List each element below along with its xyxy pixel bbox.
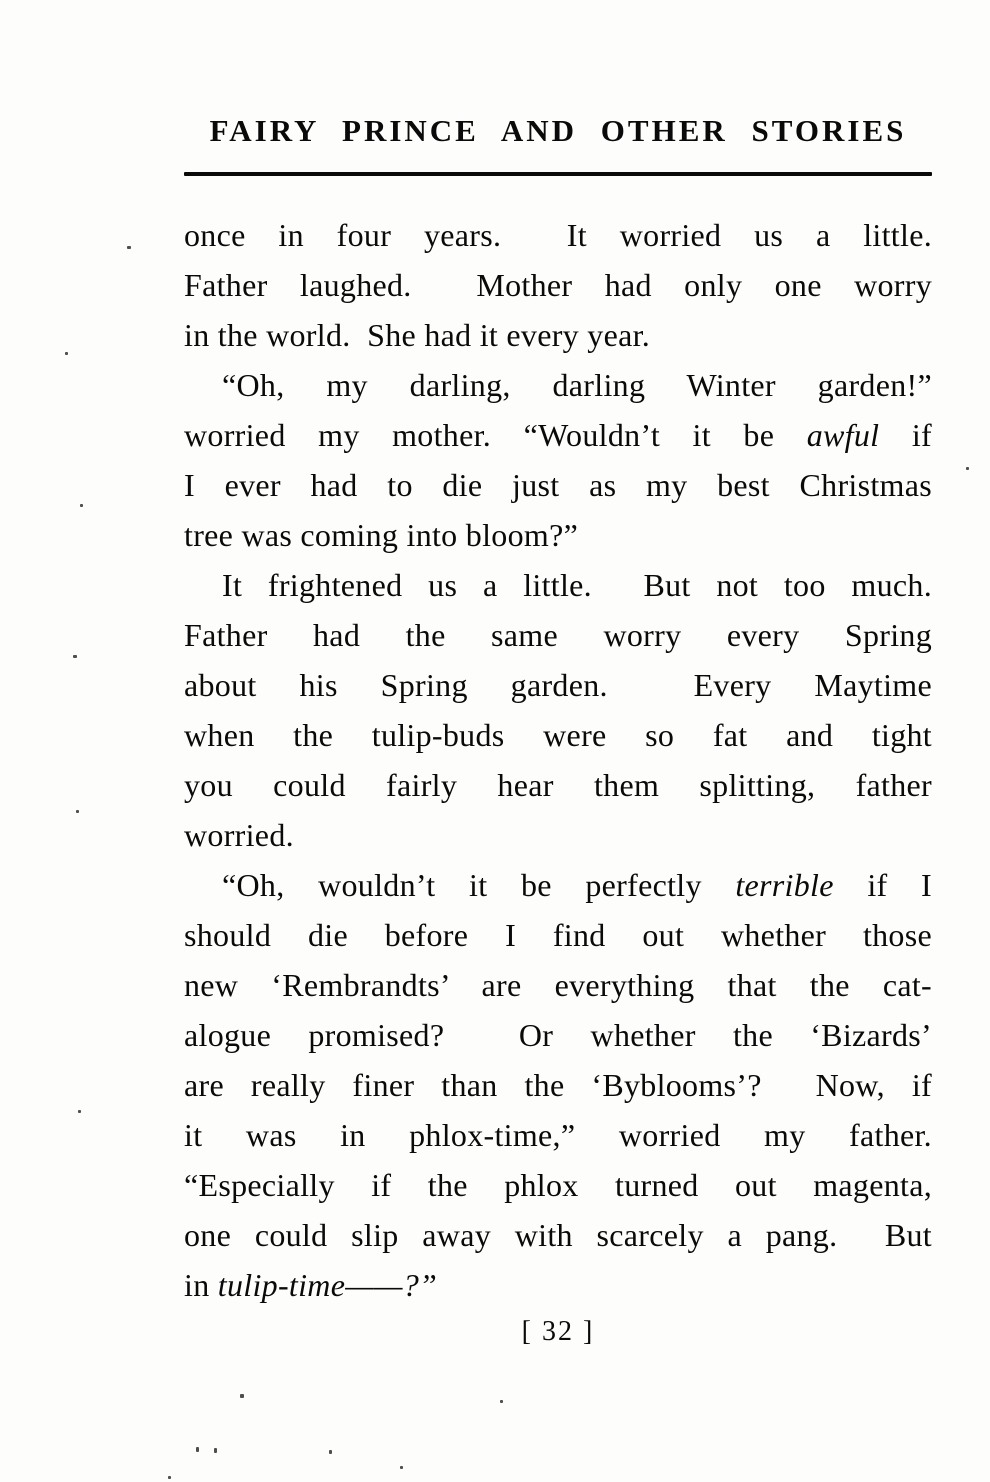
scan-speck [168, 1476, 171, 1479]
text-line [184, 960, 932, 1010]
text-segment: one could slip away with scarcely a pang. But [184, 1217, 932, 1253]
running-header: FAIRY PRINCE AND OTHER STORIES [209, 113, 907, 148]
text-segment: alogue promised? Or whether the ‘Bizards’ [184, 1017, 932, 1053]
text-line [184, 1110, 932, 1160]
text-segment: if I [833, 867, 932, 903]
scan-speck [400, 1466, 403, 1469]
text-segment: are really finer than the ‘Byblooms’? Now, if [184, 1067, 932, 1103]
text-line [184, 810, 932, 860]
text-segment: if [879, 417, 932, 453]
text-line [184, 360, 932, 410]
text-line [184, 710, 932, 760]
text-segment: tree was coming into bloom?” [184, 517, 579, 553]
header-rule [184, 172, 932, 176]
scan-speck [78, 1110, 81, 1113]
text-block [184, 114, 932, 1348]
text-segment: in [184, 1267, 218, 1303]
page-number: [ 32 ] [521, 1316, 595, 1347]
body-text [184, 210, 932, 1310]
text-segment: in the world. She had it every year. [184, 317, 651, 353]
text-segment: about his Spring garden. Every Maytime [184, 667, 932, 703]
text-segment: “Oh, my darling, darling Winter garden!” [222, 367, 932, 403]
text-line [184, 1010, 932, 1060]
text-segment: It frightened us a little. But not too much. [222, 567, 932, 603]
text-line [184, 1260, 932, 1310]
text-segment: worried. [184, 817, 294, 853]
text-segment: Father had the same worry every Spring [184, 617, 932, 653]
text-segment: “Oh, wouldn’t it be perfectly [222, 867, 736, 903]
text-segment: Father laughed. Mother had only one worry [184, 267, 932, 303]
text-segment: worried my mother. “Wouldn’t it be [184, 417, 807, 453]
text-line [184, 910, 932, 960]
scan-speck [73, 655, 77, 658]
italic-text: terrible [735, 867, 834, 903]
text-line [184, 1210, 932, 1260]
text-segment: new ‘Rembrandts’ are everything that the cat- [184, 967, 932, 1003]
scan-speck [214, 1448, 217, 1453]
text-segment: should die before I find out whether those [184, 917, 932, 953]
scan-speck [76, 810, 79, 813]
scan-speck [966, 467, 969, 470]
italic-text: tulip-time——?” [217, 1267, 438, 1303]
text-segment: once in four years. It worried us a little. [184, 217, 932, 253]
italic-text: awful [806, 417, 880, 453]
scan-speck [65, 352, 68, 355]
text-line [184, 310, 932, 360]
text-segment: I ever had to die just as my best Christmas [184, 467, 932, 503]
text-line [184, 660, 932, 710]
text-line [184, 1160, 932, 1210]
text-line [184, 260, 932, 310]
scan-speck [240, 1394, 244, 1398]
text-line [184, 410, 932, 460]
scan-speck [80, 504, 83, 507]
text-line [184, 860, 932, 910]
text-line [184, 510, 932, 560]
text-segment: “Especially if the phlox turned out magenta, [184, 1167, 932, 1203]
text-line [184, 210, 932, 260]
scan-speck [127, 246, 131, 249]
text-line [184, 760, 932, 810]
scan-speck [500, 1400, 503, 1403]
text-line [184, 460, 932, 510]
scan-speck [329, 1450, 332, 1454]
text-segment: when the tulip-buds were so fat and tight [184, 717, 932, 753]
text-line [184, 610, 932, 660]
text-line [184, 1060, 932, 1110]
scan-speck [196, 1447, 199, 1452]
text-segment: you could fairly hear them splitting, father [184, 767, 932, 803]
text-line [184, 560, 932, 610]
text-segment: it was in phlox-time,” worried my father. [184, 1117, 932, 1153]
